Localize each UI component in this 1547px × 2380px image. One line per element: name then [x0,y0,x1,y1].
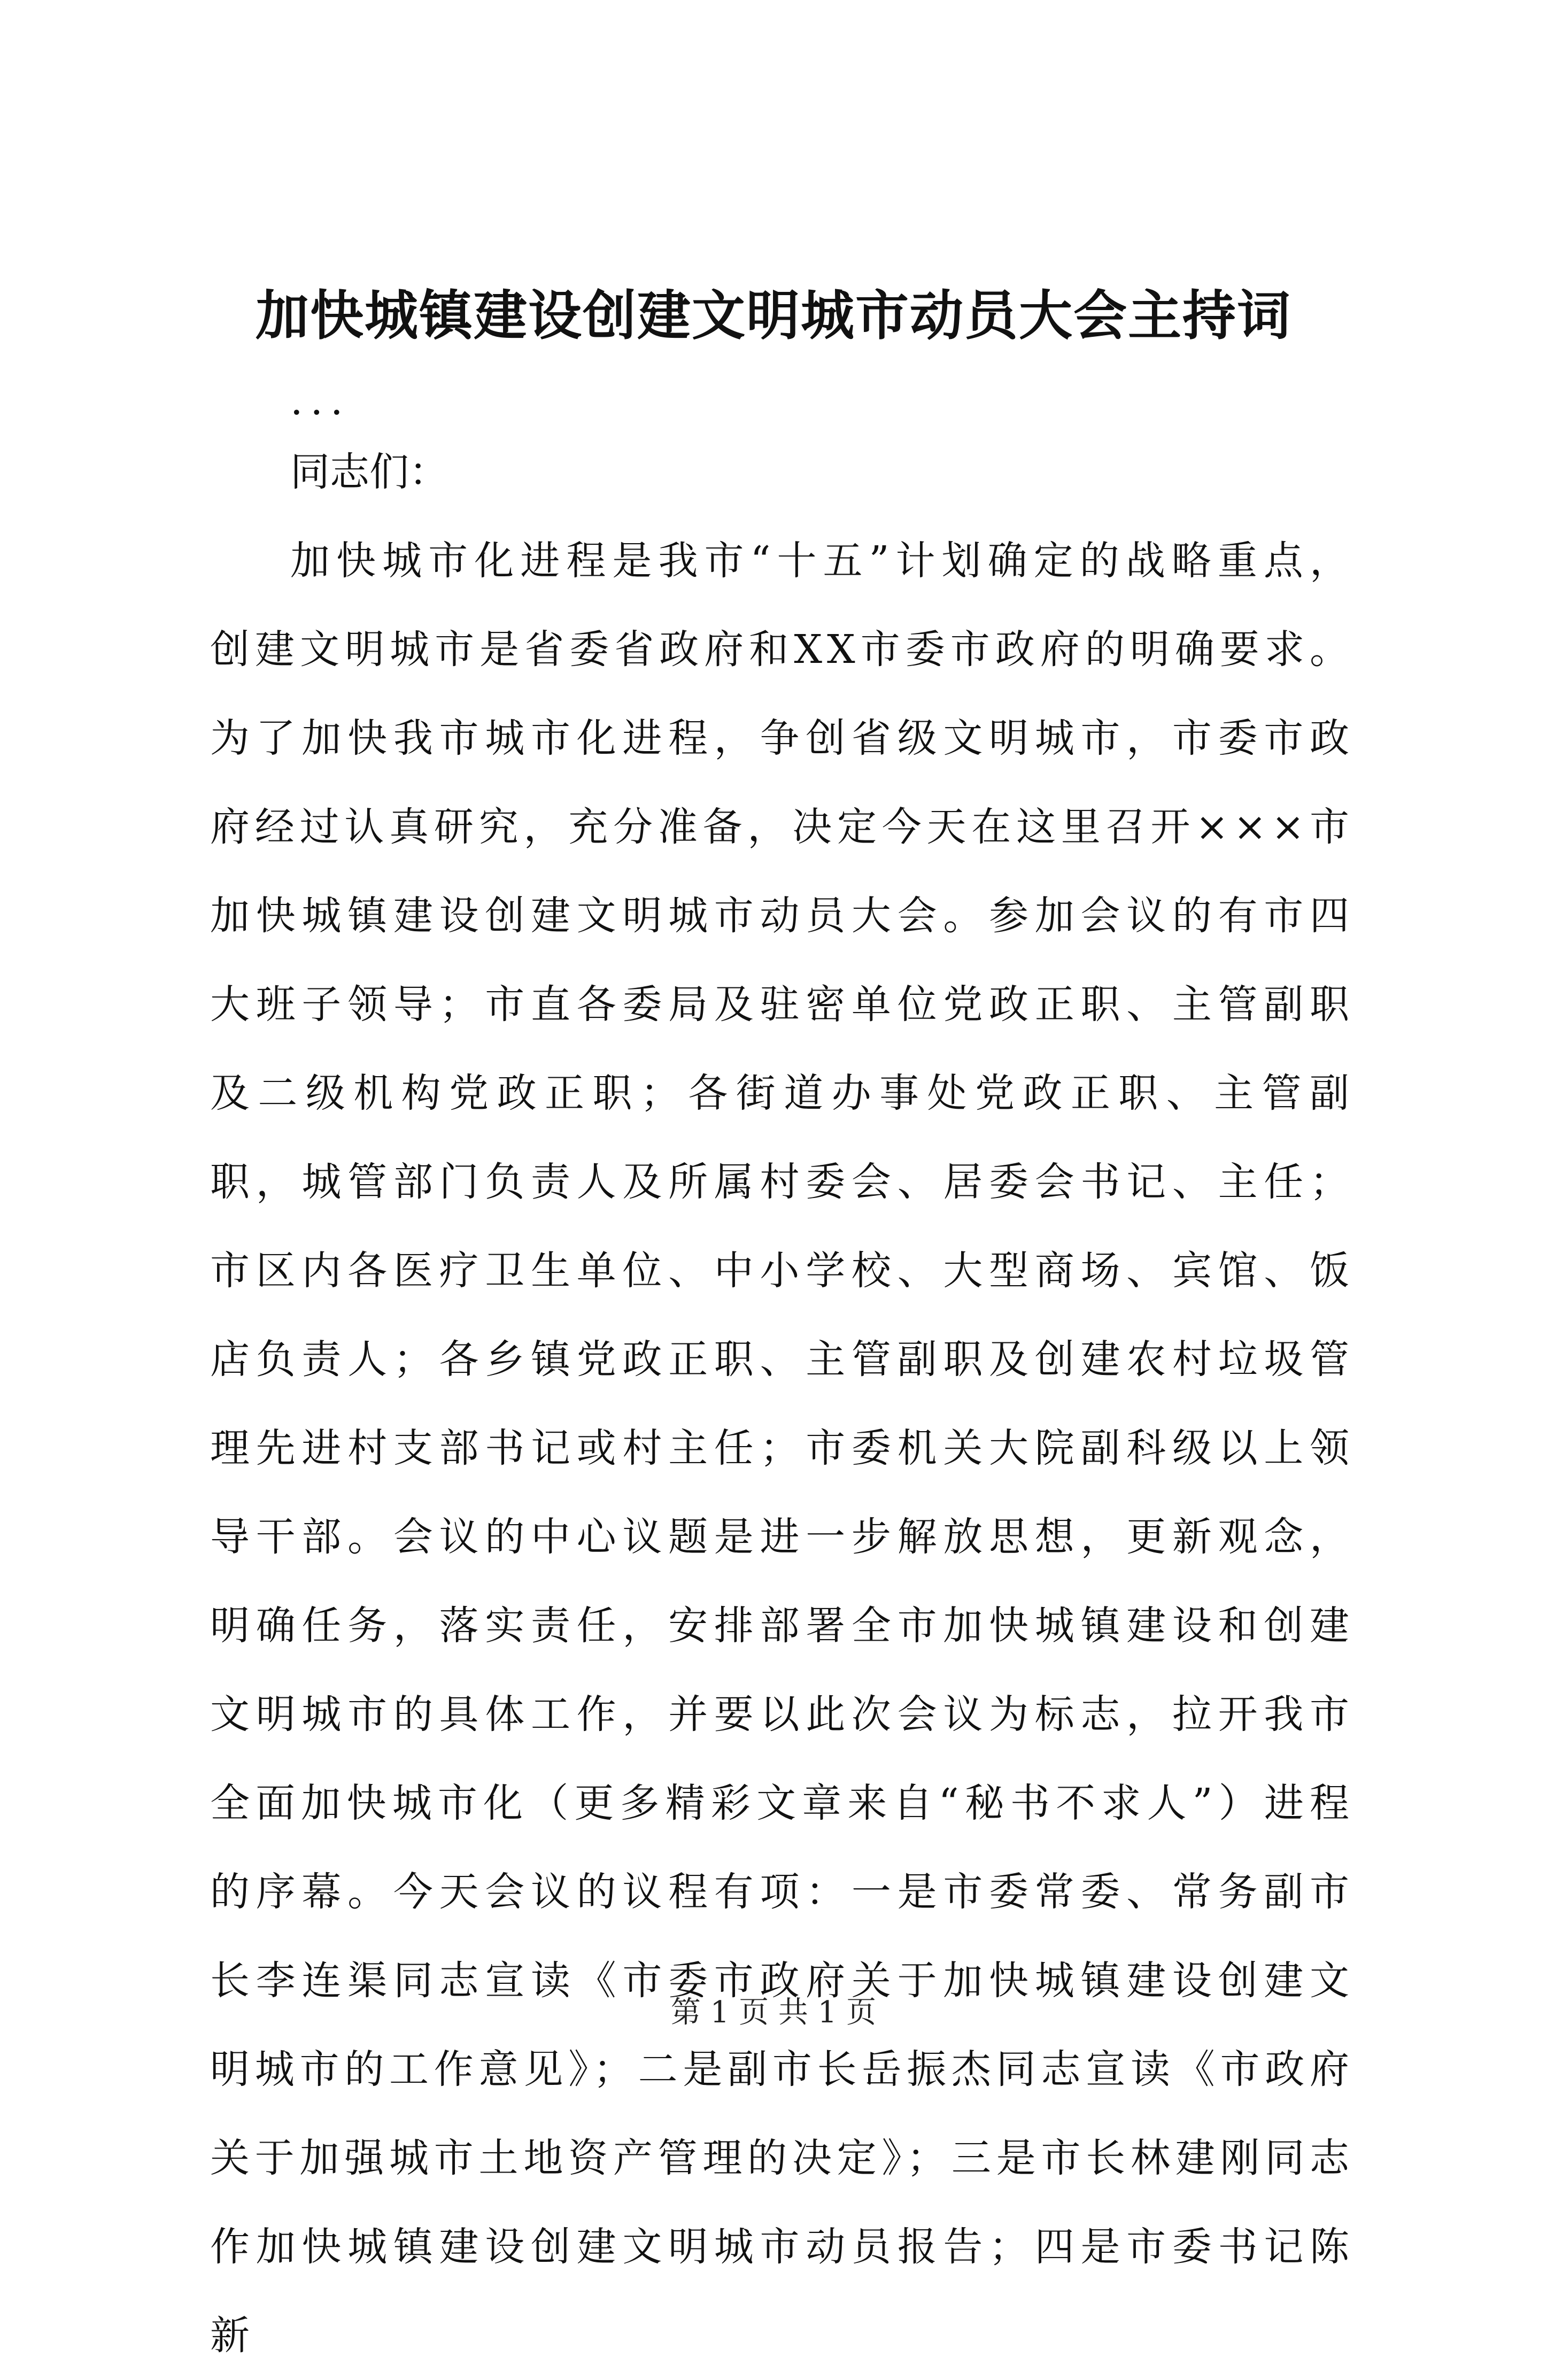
page-footer: 第 1 页 共 1 页 [670,1995,877,2030]
ellipsis-marker: ... [290,378,351,424]
body-paragraph: 加快城市化进程是我市“十五”计划确定的战略重点，创建文明城市是省委省政府和XX市委市政府的明确要求。为了加快我市城市化进程，争创省级文明城市，市委市政府经过认真研究，充分准备，决定今天在这里召开×××市加快城镇建设创建文明城市动员大会。参加会议的有市四大班子领导；市直各委局及驻密单位党政正职、主管副职及二级机构党政正职；各街道办事处党政正职、主管副职，城管部门负责人及所属村委会、居委会书记、主任；市区内各医疗卫生单位、中小学校、大型商场、宾馆、饭店负责人；各乡镇党政正职、主管副职及创建农村垃圾管理先进村支部书记或村主任；市委机关大院副科级以上领导干部。会议的中心议题是进一步解放思想，更新观念，明确任务，落实责任，安排部署全市加快城镇建设和创建文明城市的具体工作，并要以此次会议为标志，拉开我市全面加快城市化（更多精彩文章来自“秘书不求人”）进程的序幕。今天会议的议程有项：一是市委常委、常务副市长李连渠同志宣读《市委市政府关于加快城镇建设创建文明城市的工作意见》；二是副市长岳振杰同志宣读《市政府关于加强城市土地资产管理的决定》；三是市长林建刚同志作加快城镇建设创建文明城市动员报告；四是市委书记陈新 [210,538,1354,2359]
document-body [210,374,1354,2380]
salutation: 同志们： [290,449,448,495]
document-title: 加快城镇建设创建文明城市动员大会主持词 [256,284,1291,347]
